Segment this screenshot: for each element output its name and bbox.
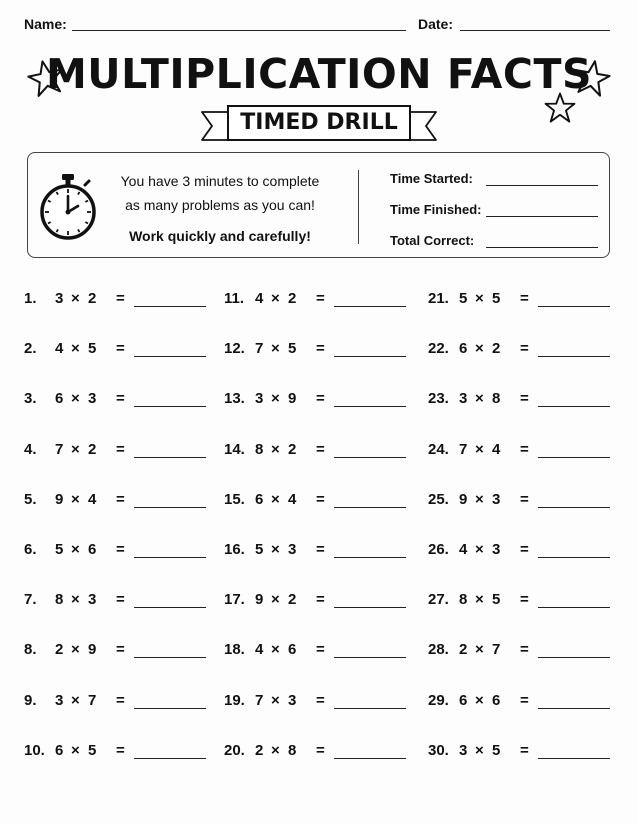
times-symbol: ×: [475, 440, 484, 458]
problem-row: [24, 541, 214, 565]
problem-factor-a: 2: [255, 741, 264, 759]
answer-field[interactable]: [334, 657, 406, 658]
problem-row: [428, 491, 618, 515]
times-symbol: ×: [71, 390, 80, 408]
problem-factor-a: 9: [255, 591, 264, 609]
stopwatch-icon: [38, 172, 98, 242]
problem-row: [224, 441, 414, 465]
problem-factor-b: 9: [88, 641, 97, 659]
answer-field[interactable]: [134, 708, 206, 709]
problem-number: 11.: [224, 290, 245, 307]
problem-factor-b: 7: [88, 691, 97, 709]
problem-factor-b: 5: [492, 591, 501, 609]
problem-factor-a: 2: [459, 641, 468, 659]
problem-number: 24.: [428, 440, 449, 458]
problem-row: [428, 742, 618, 766]
equals-symbol: =: [116, 591, 125, 609]
problem-row: [428, 340, 618, 364]
problem-number: 1.: [24, 290, 37, 307]
name-field[interactable]: [72, 30, 406, 31]
time-finished-label: Time Finished:: [390, 202, 482, 217]
equals-symbol: =: [520, 641, 529, 659]
equals-symbol: =: [116, 290, 125, 307]
times-symbol: ×: [475, 741, 484, 759]
time-finished-field[interactable]: [486, 216, 598, 217]
date-label: Date:: [418, 16, 454, 32]
problem-factor-a: 4: [55, 340, 64, 358]
equals-symbol: =: [316, 490, 325, 508]
equals-symbol: =: [116, 440, 125, 458]
total-correct-field[interactable]: [486, 247, 598, 248]
problem-row: [24, 641, 214, 665]
equals-symbol: =: [116, 541, 125, 558]
problem-factor-a: 4: [255, 641, 264, 659]
problem-factor-b: 5: [88, 340, 97, 358]
problem-row: [428, 290, 618, 314]
problem-row: [24, 692, 214, 716]
times-symbol: ×: [271, 490, 280, 508]
problem-factor-b: 2: [288, 591, 297, 609]
problem-number: 19.: [224, 691, 245, 709]
times-symbol: ×: [475, 390, 484, 408]
answer-field[interactable]: [538, 758, 610, 759]
problem-number: 13.: [224, 390, 245, 408]
times-symbol: ×: [271, 440, 280, 458]
problem-number: 29.: [428, 691, 449, 709]
times-symbol: ×: [71, 490, 80, 508]
answer-field[interactable]: [334, 457, 406, 458]
instruction-line-2: as many problems as you can!: [125, 197, 315, 213]
times-symbol: ×: [475, 591, 484, 609]
answer-field[interactable]: [134, 356, 206, 357]
problem-number: 17.: [224, 591, 245, 609]
problem-factor-a: 6: [255, 490, 264, 508]
problem-row: [428, 641, 618, 665]
problem-number: 5.: [24, 490, 37, 508]
problem-factor-b: 3: [492, 541, 501, 558]
star-icon: [572, 58, 612, 98]
answer-field[interactable]: [134, 406, 206, 407]
problem-row: [24, 390, 214, 414]
answer-field[interactable]: [134, 507, 206, 508]
equals-symbol: =: [520, 591, 529, 609]
divider: [358, 170, 359, 244]
problem-number: 16.: [224, 541, 245, 558]
problem-number: 21.: [428, 290, 449, 307]
problem-factor-b: 7: [492, 641, 501, 659]
problem-factor-a: 6: [459, 691, 468, 709]
equals-symbol: =: [116, 390, 125, 408]
equals-symbol: =: [316, 591, 325, 609]
problem-factor-a: 8: [55, 591, 64, 609]
problem-number: 12.: [224, 340, 245, 358]
problem-factor-a: 8: [459, 591, 468, 609]
times-symbol: ×: [271, 541, 280, 558]
problem-row: [224, 591, 414, 615]
equals-symbol: =: [520, 290, 529, 307]
problem-number: 9.: [24, 691, 37, 709]
problem-factor-a: 6: [55, 741, 64, 759]
equals-symbol: =: [316, 290, 325, 307]
drill-subtitle: TIMED DRILL: [240, 110, 398, 135]
problem-factor-b: 9: [288, 390, 297, 408]
times-symbol: ×: [71, 741, 80, 759]
times-symbol: ×: [71, 541, 80, 558]
answer-field[interactable]: [334, 758, 406, 759]
problem-factor-b: 3: [88, 591, 97, 609]
times-symbol: ×: [475, 641, 484, 659]
equals-symbol: =: [520, 490, 529, 508]
equals-symbol: =: [520, 741, 529, 759]
times-symbol: ×: [475, 490, 484, 508]
times-symbol: ×: [71, 290, 80, 307]
equals-symbol: =: [520, 390, 529, 408]
answer-field[interactable]: [538, 708, 610, 709]
problem-factor-b: 2: [288, 440, 297, 458]
answer-field[interactable]: [538, 657, 610, 658]
times-symbol: ×: [271, 340, 280, 358]
star-icon: [26, 58, 66, 98]
problem-row: [24, 441, 214, 465]
problem-row: [24, 290, 214, 314]
problem-factor-a: 9: [55, 490, 64, 508]
answer-field[interactable]: [538, 607, 610, 608]
times-symbol: ×: [271, 741, 280, 759]
equals-symbol: =: [316, 741, 325, 759]
problem-row: [428, 591, 618, 615]
problem-factor-b: 4: [88, 490, 97, 508]
problem-factor-b: 2: [288, 290, 297, 307]
problem-factor-a: 7: [459, 440, 468, 458]
answer-field[interactable]: [334, 607, 406, 608]
equals-symbol: =: [116, 340, 125, 358]
problem-number: 18.: [224, 641, 245, 659]
answer-field[interactable]: [334, 356, 406, 357]
times-symbol: ×: [271, 591, 280, 609]
times-symbol: ×: [475, 541, 484, 558]
problem-factor-a: 8: [255, 440, 264, 458]
problem-factor-a: 7: [255, 691, 264, 709]
answer-field[interactable]: [334, 406, 406, 407]
times-symbol: ×: [475, 340, 484, 358]
problem-factor-b: 2: [88, 440, 97, 458]
times-symbol: ×: [475, 691, 484, 709]
problem-number: 22.: [428, 340, 449, 358]
equals-symbol: =: [520, 541, 529, 558]
problem-row: [24, 340, 214, 364]
problem-row: [428, 692, 618, 716]
problem-factor-b: 3: [88, 390, 97, 408]
equals-symbol: =: [116, 691, 125, 709]
problem-factor-b: 3: [492, 490, 501, 508]
problem-factor-b: 6: [492, 691, 501, 709]
problem-factor-a: 4: [459, 541, 468, 558]
problem-factor-b: 5: [492, 741, 501, 759]
problem-factor-a: 4: [255, 290, 264, 307]
problem-number: 2.: [24, 340, 37, 358]
problem-row: [224, 541, 414, 565]
equals-symbol: =: [316, 541, 325, 558]
problem-factor-b: 8: [492, 390, 501, 408]
answer-field[interactable]: [134, 657, 206, 658]
answer-field[interactable]: [538, 507, 610, 508]
problem-factor-b: 3: [288, 691, 297, 709]
times-symbol: ×: [475, 290, 484, 307]
problem-factor-a: 5: [459, 290, 468, 307]
equals-symbol: =: [520, 340, 529, 358]
problem-factor-b: 6: [88, 541, 97, 558]
problem-factor-a: 6: [459, 340, 468, 358]
equals-symbol: =: [116, 490, 125, 508]
problem-row: [224, 742, 414, 766]
total-correct-label: Total Correct:: [390, 233, 475, 248]
header-row: [24, 14, 614, 36]
date-field[interactable]: [460, 30, 610, 31]
star-icon: [543, 91, 577, 125]
equals-symbol: =: [116, 741, 125, 759]
problem-factor-a: 5: [255, 541, 264, 558]
problem-row: [24, 491, 214, 515]
equals-symbol: =: [316, 641, 325, 659]
problem-factor-b: 8: [288, 741, 297, 759]
problem-number: 8.: [24, 641, 37, 659]
equals-symbol: =: [520, 691, 529, 709]
answer-field[interactable]: [134, 758, 206, 759]
problem-row: [24, 742, 214, 766]
problem-row: [224, 641, 414, 665]
problem-factor-a: 6: [55, 390, 64, 408]
answer-field[interactable]: [538, 306, 610, 307]
problem-factor-a: 3: [459, 390, 468, 408]
problem-number: 15.: [224, 490, 245, 508]
times-symbol: ×: [271, 691, 280, 709]
problem-factor-a: 9: [459, 490, 468, 508]
answer-field[interactable]: [538, 406, 610, 407]
problem-factor-b: 2: [88, 290, 97, 307]
name-label: Name:: [24, 16, 67, 32]
problem-number: 20.: [224, 741, 245, 759]
problem-number: 4.: [24, 440, 37, 458]
problem-row: [428, 441, 618, 465]
answer-field[interactable]: [334, 557, 406, 558]
problem-factor-a: 7: [55, 440, 64, 458]
problem-number: 23.: [428, 390, 449, 408]
problem-number: 26.: [428, 541, 449, 558]
times-symbol: ×: [71, 691, 80, 709]
answer-field[interactable]: [134, 557, 206, 558]
problem-row: [224, 491, 414, 515]
answer-field[interactable]: [134, 457, 206, 458]
problem-factor-b: 5: [288, 340, 297, 358]
times-symbol: ×: [71, 591, 80, 609]
problem-factor-b: 4: [492, 440, 501, 458]
problem-number: 25.: [428, 490, 449, 508]
problem-number: 27.: [428, 591, 449, 609]
problem-number: 6.: [24, 541, 37, 558]
times-symbol: ×: [71, 340, 80, 358]
answer-field[interactable]: [134, 306, 206, 307]
answer-field[interactable]: [538, 356, 610, 357]
equals-symbol: =: [316, 340, 325, 358]
answer-field[interactable]: [334, 507, 406, 508]
problem-number: 14.: [224, 440, 245, 458]
problem-number: 10.: [24, 741, 45, 759]
problem-row: [428, 541, 618, 565]
times-symbol: ×: [271, 390, 280, 408]
problem-row: [224, 340, 414, 364]
problem-factor-b: 5: [492, 290, 501, 307]
problem-factor-b: 2: [492, 340, 501, 358]
equals-symbol: =: [116, 641, 125, 659]
problem-factor-a: 3: [459, 741, 468, 759]
problem-factor-b: 3: [288, 541, 297, 558]
problem-factor-a: 7: [255, 340, 264, 358]
problem-row: [428, 390, 618, 414]
answer-field[interactable]: [538, 557, 610, 558]
problem-number: 28.: [428, 641, 449, 659]
equals-symbol: =: [316, 440, 325, 458]
times-symbol: ×: [271, 290, 280, 307]
problem-row: [224, 692, 414, 716]
times-symbol: ×: [271, 641, 280, 659]
problem-factor-b: 5: [88, 741, 97, 759]
answer-field[interactable]: [334, 306, 406, 307]
problem-factor-a: 3: [255, 390, 264, 408]
equals-symbol: =: [316, 390, 325, 408]
problem-factor-a: 5: [55, 541, 64, 558]
instruction-line-3: Work quickly and carefully!: [129, 228, 311, 244]
problem-row: [224, 390, 414, 414]
page-title: MULTIPLICATION FACTS: [45, 50, 592, 98]
problem-factor-a: 3: [55, 691, 64, 709]
problem-factor-b: 6: [288, 641, 297, 659]
equals-symbol: =: [316, 691, 325, 709]
problem-number: 7.: [24, 591, 37, 609]
time-started-field[interactable]: [486, 185, 598, 186]
problem-row: [24, 591, 214, 615]
equals-symbol: =: [520, 440, 529, 458]
time-started-label: Time Started:: [390, 171, 473, 186]
times-symbol: ×: [71, 641, 80, 659]
problem-number: 3.: [24, 390, 37, 408]
answer-field[interactable]: [134, 607, 206, 608]
answer-field[interactable]: [538, 457, 610, 458]
problem-number: 30.: [428, 741, 449, 759]
problem-row: [224, 290, 414, 314]
instruction-line-1: You have 3 minutes to complete: [120, 173, 320, 189]
problem-factor-a: 2: [55, 641, 64, 659]
times-symbol: ×: [71, 440, 80, 458]
answer-field[interactable]: [334, 708, 406, 709]
problem-factor-a: 3: [55, 290, 64, 307]
problem-factor-b: 4: [288, 490, 297, 508]
